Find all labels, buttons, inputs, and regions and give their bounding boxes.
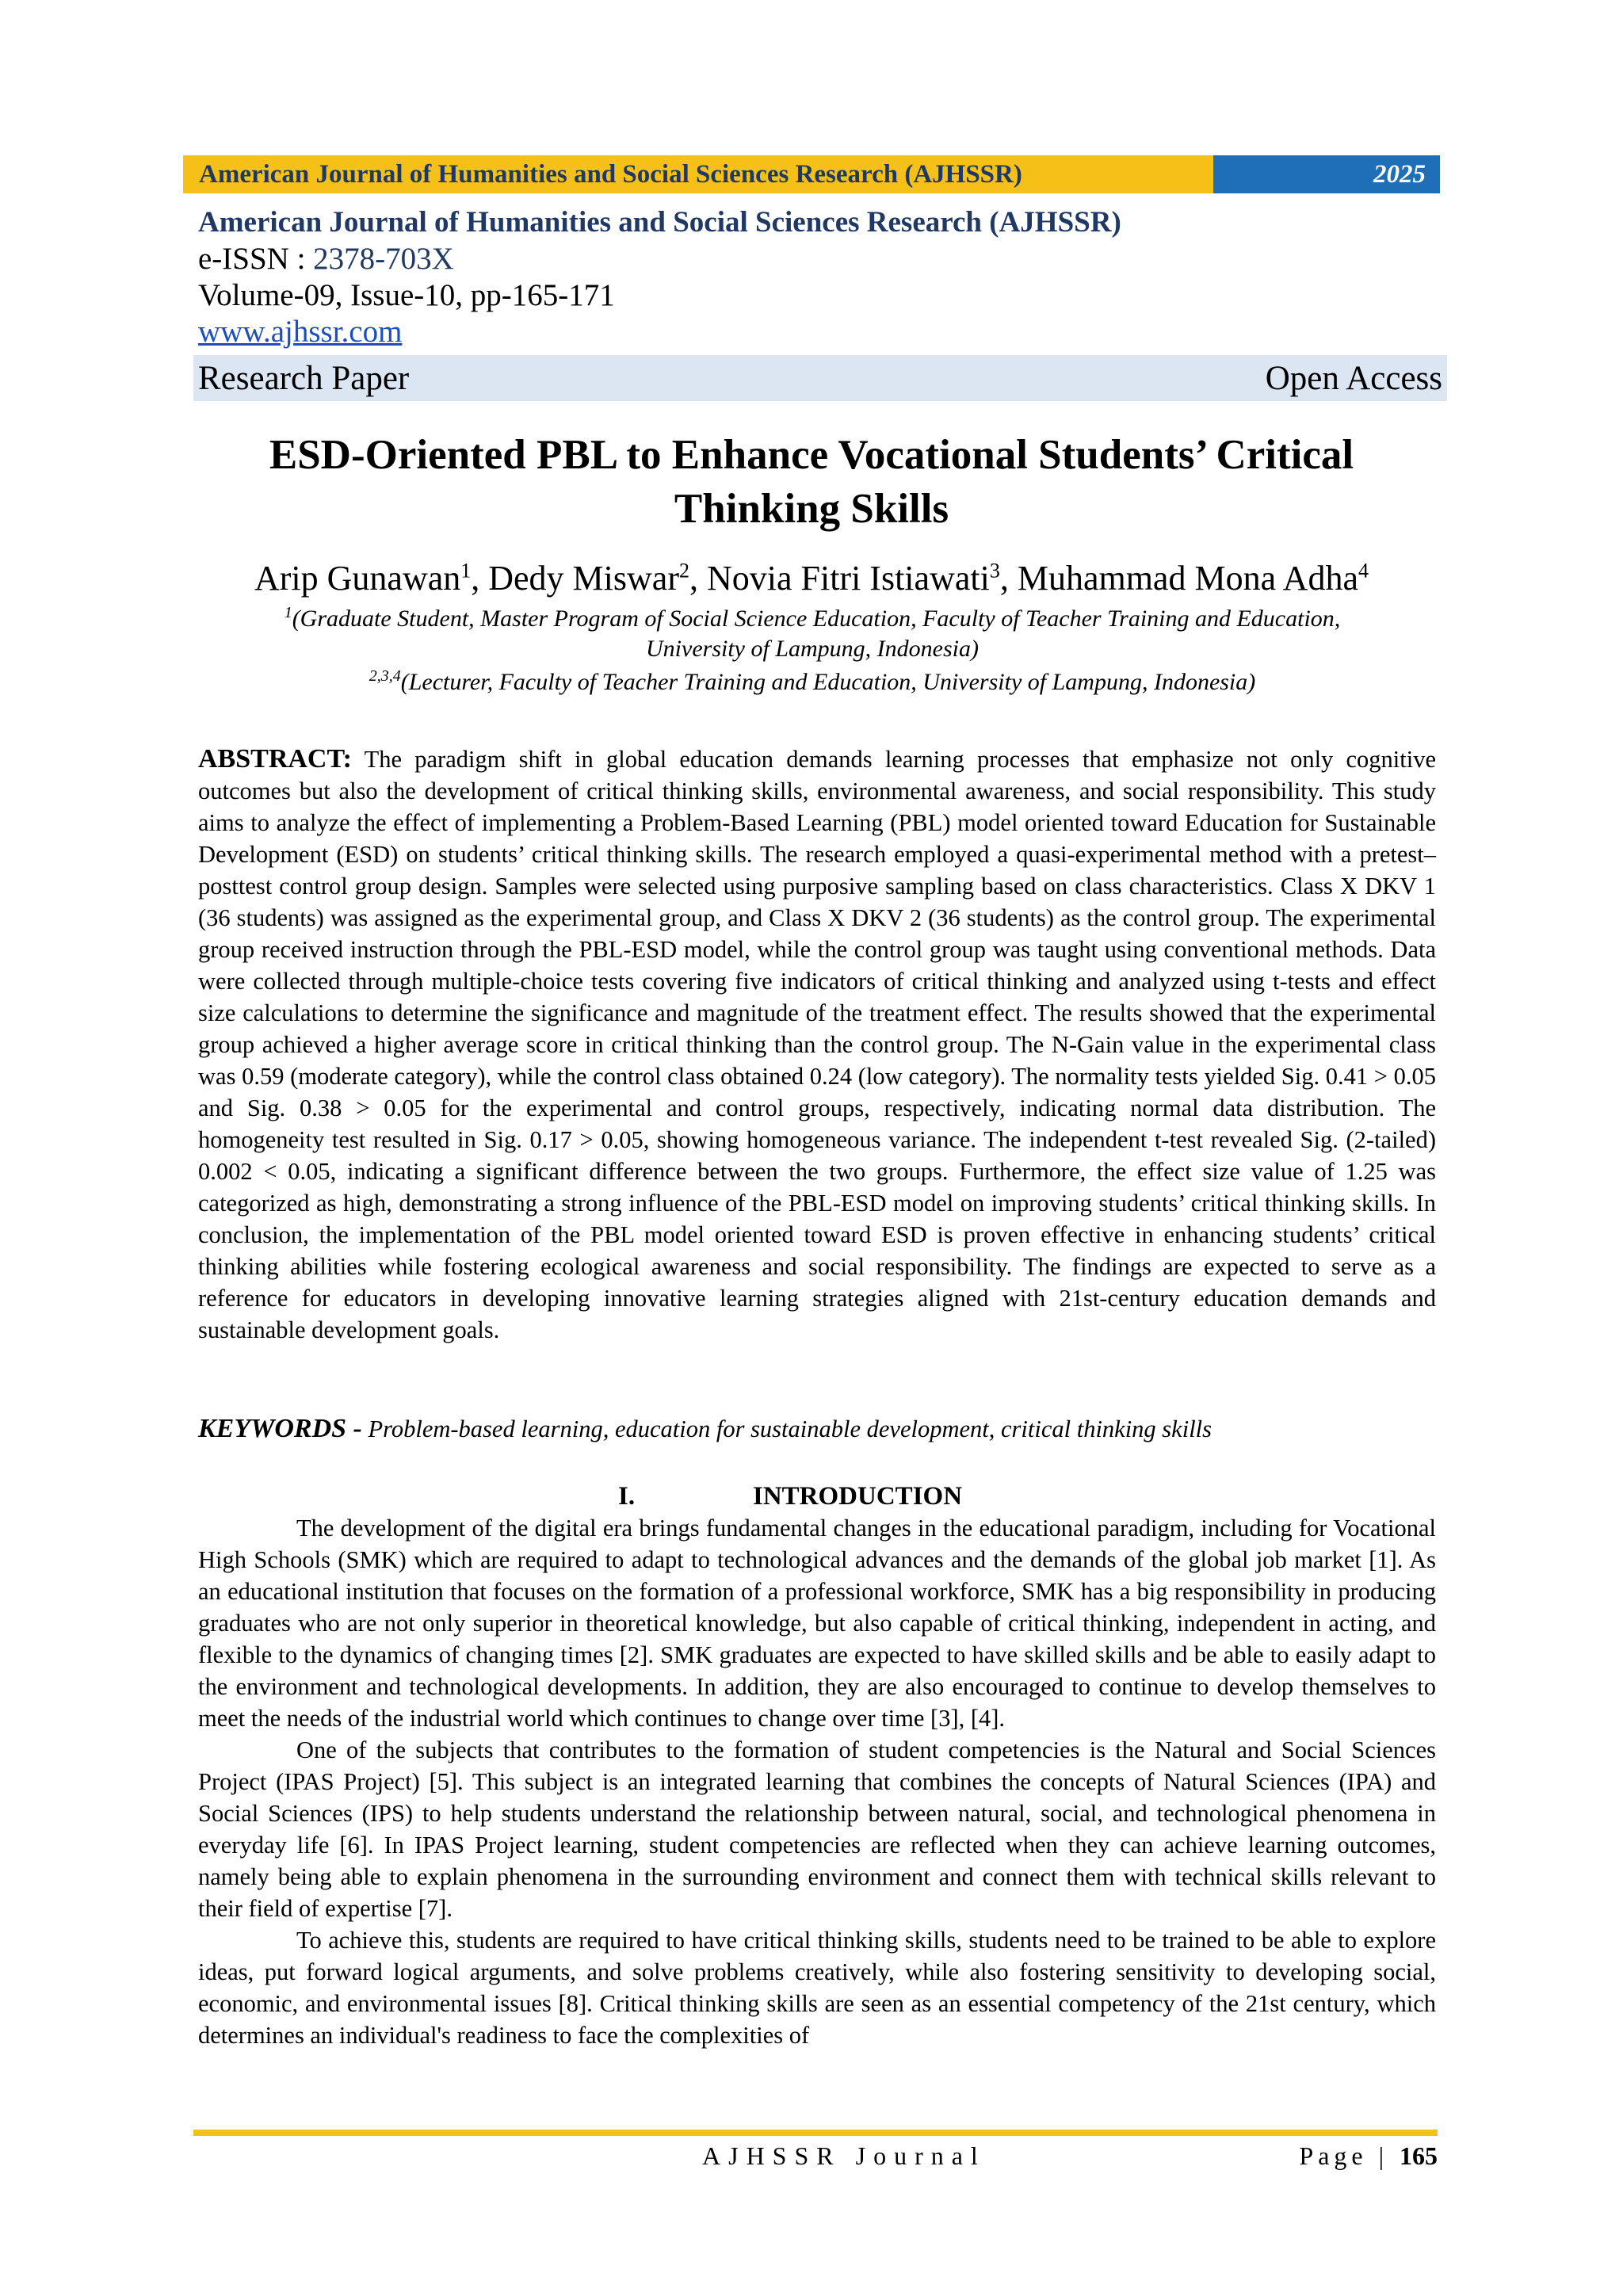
footer-journal: AJHSSR Journal xyxy=(702,2141,986,2170)
paragraph: To achieve this, students are required to have critical thinking skills, students need to be trained to be able to explore ideas, put forward logical arguments, and solve problems creatively, while also fostering sensitivity to developing social, economic, and environmental issues [8]. Critical thinking skills are seen as an essential competency of the 21st century, which determines an individual's readiness to face the complexities of xyxy=(198,1927,1436,2049)
paper-title xyxy=(183,428,1440,536)
page-label: Page | xyxy=(1299,2141,1400,2170)
affiliation-text: University of Lampung, Indonesia) xyxy=(646,636,979,662)
section-number: I. xyxy=(618,1482,636,1511)
affiliation-sup: 1 xyxy=(284,604,292,621)
masthead-volume: Volume-09, Issue-10, pp-165-171 xyxy=(198,278,615,312)
affiliation-text: (Lecturer, Faculty of Teacher Training and Education, University of Lampung, Indonesia) xyxy=(400,669,1256,695)
title-line-1: ESD-Oriented PBL to Enhance Vocational Students’ Critical xyxy=(269,432,1354,478)
page-number-value: 165 xyxy=(1400,2141,1438,2170)
author-affil-sup: 4 xyxy=(1358,559,1369,583)
author-affil-sup: 3 xyxy=(989,559,1000,583)
author-affil-sup: 1 xyxy=(460,559,472,583)
affiliation-2 xyxy=(190,667,1434,697)
journal-banner xyxy=(183,155,1440,193)
affiliation-text: (Graduate Student, Master Program of Social Science Education, Faculty of Teacher Training and Education, xyxy=(292,606,1341,632)
section-title: INTRODUCTION xyxy=(753,1482,963,1511)
issn-label: e-ISSN : xyxy=(198,242,314,276)
paper-type: Research Paper xyxy=(198,359,410,397)
paper-type-bar xyxy=(193,355,1447,401)
author-name: Arip Gunawan xyxy=(254,559,461,598)
keywords xyxy=(198,1413,1436,1445)
author-list: Arip Gunawan$^1$, Dedy Miswar$^2$, Novia Fitri Istiawati$^3$, Muhammad Mona Adha$^4$ xyxy=(254,559,1369,598)
issn-value: 2378-703X xyxy=(313,242,454,276)
keywords-text: Problem-based learning, education for sustainable development, critical thinking skills xyxy=(361,1415,1212,1442)
masthead-issn xyxy=(198,241,1442,277)
banner-year: 2025 xyxy=(1213,155,1440,193)
title-line-2: Thinking Skills xyxy=(674,486,949,532)
footer-divider xyxy=(193,2130,1438,2136)
banner-journal-name: American Journal of Humanities and Social Sciences Research (AJHSSR) xyxy=(183,155,1213,193)
website-link[interactable]: www.ajhssr.com xyxy=(198,315,403,349)
paragraph: One of the subjects that contributes to the formation of student competencies is the Natural and Social Sciences Project (IPAS Project) [5]. This subject is an integrated learning that combines the concepts of Natural Sciences (IPA) and Social Sciences (IPS) to help students understand the relationship between natural, social, and technological phenomena in everyday life [6]. In IPAS Project learning, student competencies are reflected when they can achieve learning outcomes, namely being able to explain phenomena in the surrounding environment and connect them with technical skills relevant to their field of expertise [7]. xyxy=(198,1736,1436,1922)
affiliation-sup: 2,3,4 xyxy=(369,667,401,685)
keywords-label: KEYWORDS - xyxy=(198,1414,362,1443)
author-name: Dedy Miswar xyxy=(488,559,679,598)
masthead-journal: American Journal of Humanities and Social Sciences Research (AJHSSR) xyxy=(198,206,1121,239)
author-name: Muhammad Mona Adha xyxy=(1017,559,1358,598)
abstract-text: The paradigm shift in global education demands learning processes that emphasize not only cognitive outcomes but also the development of critical thinking skills, environmental awareness, and social responsibility. This study aims to analyze the effect of implementing a Problem-Based Learning (PBL) model oriented toward Education for Sustainable Development (ESD) on students’ critical thinking skills. The research employed a quasi-experimental method with a pretest–posttest control group design. Samples were selected using purposive sampling based on class characteristics. Class X DKV 1 (36 students) was assigned as the experimental group, and Class X DKV 2 (36 students) as the control group. The experimental group received instruction through the PBL-ESD model, while the control group was taught using conventional methods. Data were collected through multiple-choice tests covering five indicators of critical thinking and analyzed using t-tests and effect size calculations to determine the significance and magnitude of the treatment effect. The results showed that the experimental group achieved a higher average score in critical thinking than the control group. The N-Gain value in the experimental class was 0.59 (moderate category), while the control class obtained 0.24 (low category). The normality tests yielded Sig. 0.41 > 0.05 and Sig. 0.38 > 0.05 for the experimental and control groups, respectively, indicating normal data distribution. The homogeneity test resulted in Sig. 0.17 > 0.05, showing homogeneous variance. The independent t-test revealed Sig. (2-tailed) 0.002 < 0.05, indicating a significant difference between the two groups. Furthermore, the effect size value of 1.25 was categorized as high, demonstrating a strong influence of the PBL-ESD model on improving students’ critical thinking skills. In conclusion, the implementation of the PBL model oriented toward ESD is proven effective in enhancing students’ critical thinking abilities while fostering ecological awareness and social responsibility. The findings are expected to serve as a reference for educators in developing innovative learning strategies aligned with 21st-century education demands and sustainable development goals. xyxy=(198,746,1436,1343)
abstract xyxy=(198,743,1436,1346)
author-affil-sup: 2 xyxy=(678,559,689,583)
paragraph: The development of the digital era brings fundamental changes in the educational paradigm, including for Vocational High Schools (SMK) which are required to adapt to technological advances and the demands of the global job market [1]. As an educational institution that focuses on the formation of a professional workforce, SMK has a big responsibility in producing graduates who are not only superior in theoretical knowledge, but also capable of critical thinking, independent in acting, and flexible to the dynamics of changing times [2]. SMK graduates are expected to have skilled skills and be able to easily adapt to the environment and technological developments. In addition, they are also encouraged to continue to develop themselves to meet the needs of the industrial world which continues to change over time [3], [4]. xyxy=(198,1515,1436,1732)
open-access-label: Open Access xyxy=(1265,359,1442,397)
affiliation-1 xyxy=(190,604,1434,664)
page-footer xyxy=(193,2141,1438,2176)
masthead xyxy=(198,204,1442,350)
abstract-label: ABSTRACT: xyxy=(198,744,352,774)
page-number xyxy=(1299,2141,1438,2171)
author-name: Novia Fitri Istiawati xyxy=(706,559,990,598)
body-text xyxy=(198,1512,1436,2051)
